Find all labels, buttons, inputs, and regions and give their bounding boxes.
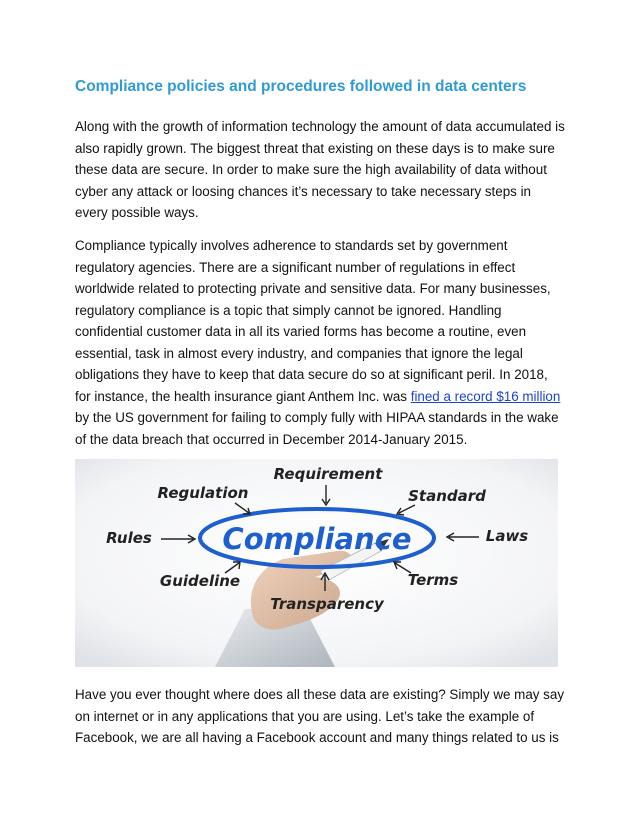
paragraph-2 <box>75 235 567 450</box>
paragraph-3: Have you ever thought where does all these data are existing? Simply we may say on internet or in any applications that you are using. Let’s take the example of Facebook, we are all having a Facebook account and many things related to us is <box>75 687 565 745</box>
word-laws: Laws <box>485 527 529 545</box>
paragraph-1: Along with the growth of information technology the amount of data accumulated is also rapidly grown. The biggest threat that existing on these days is to make sure these data are secure. In order to make sure the high availability of data without cyber any attack or loosing chances it’s necessary to take necessary steps in every possible ways. <box>75 119 565 220</box>
anthem-fine-link[interactable]: fined a record $16 million <box>410 388 561 404</box>
word-guideline: Guideline <box>159 572 241 590</box>
section-heading: Compliance policies and procedures followed in data centers <box>75 78 527 95</box>
compliance-illustration <box>75 459 558 667</box>
word-terms: Terms <box>407 571 459 589</box>
word-regulation: Regulation <box>157 484 249 502</box>
center-word-compliance: Compliance <box>222 522 412 556</box>
compliance-diagram <box>75 459 558 667</box>
word-requirement: Requirement <box>273 465 383 483</box>
word-rules: Rules <box>106 529 152 547</box>
word-standard: Standard <box>408 487 486 505</box>
paragraph-2-text-after: by the US government for failing to comply fully with HIPAA standards in the wake of the data breach that occurred in December 2014-January 2015. <box>75 410 559 447</box>
word-transparency: Transparency <box>270 595 384 613</box>
paragraph-2-text-before: Compliance typically involves adherence to standards set by government regulatory agencies. There are a significant number of regulations in effect worldwide related to protecting private and sensitive data. For many businesses, regulatory compliance is a topic that simply cannot be ignored. Handling confidential customer data in all its varied forms has become a routine, even essential, task in almost every industry, and companies that ignore the legal obligations they have to keep that data secure do so at significant peril. In 2018, for instance, the health insurance giant Anthem Inc. was <box>75 238 551 404</box>
